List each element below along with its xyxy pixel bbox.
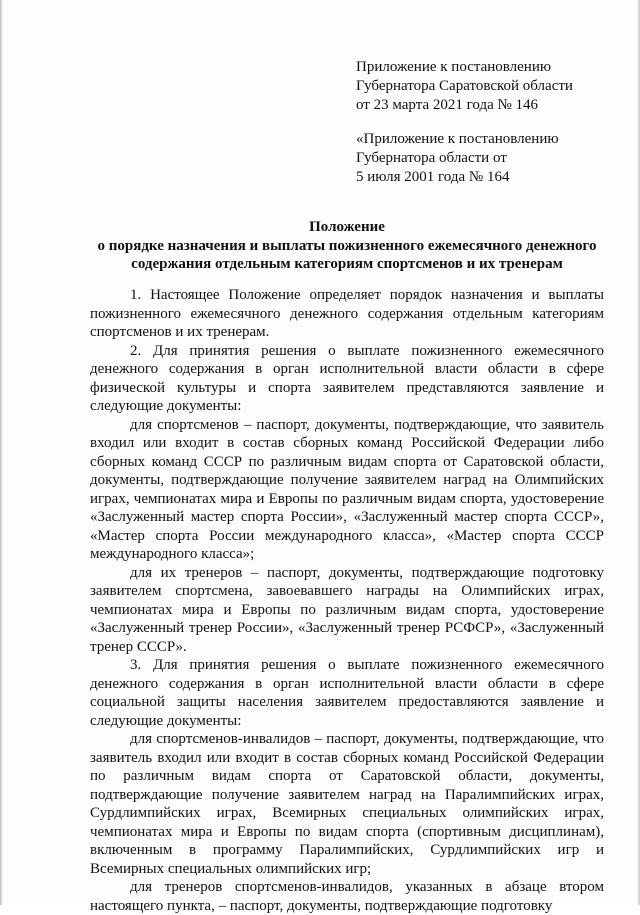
title-line: Положение: [309, 219, 385, 235]
appendix-original-line: Губернатора области от: [356, 150, 507, 166]
document-title: [90, 218, 604, 274]
appendix-header-line: Приложение к постановлению: [356, 59, 552, 75]
paragraph: для спортсменов-инвалидов – паспорт, документы, подтверждающие, что заявитель входил или входит в состав сборных команд Российской Федерации по различным видам спорта от Саратовской области, документы, подтверждающие получение заявителем наград на Паралимпийских играх, Сурдлимпийских играх, Всемирных специальных олимпийских играх, чемпионатах мира и Европы по видам спорта (спортивным дисциплинам), включенным в программу Паралимпийских, Сурдлимпийских игр и Всемирных специальных олимпийских игр;: [90, 731, 604, 877]
paragraph: 1. Настоящее Положение определяет порядок назначения и выплаты пожизненного ежемесячного денежного содержания отдельным категориям спортсменов и их тренерам.: [90, 287, 604, 340]
appendix-original: [356, 130, 559, 187]
title-line: содержания отдельным категориям спортсменов и их тренерам: [131, 256, 563, 272]
scan-edge-left: [0, 0, 3, 905]
paragraph: 2. Для принятия решения о выплате пожизненного ежемесячного денежного содержания в орган исполнительной власти области в сфере физической культуры и спорта заявителем представляются заявление и следующие документы:: [90, 342, 604, 414]
appendix-header-line: Губернатора Саратовской области: [356, 78, 573, 94]
appendix-original-line: 5 июля 2001 года № 164: [356, 169, 510, 185]
paragraph: для тренеров спортсменов-инвалидов, указанных в абзаце втором настоящего пункта, – паспорт, документы, подтверждающие подготовку: [90, 879, 604, 914]
title-line: о порядке назначения и выплаты пожизненного ежемесячного денежного: [97, 237, 597, 254]
appendix-header: [356, 58, 573, 115]
appendix-original-line: «Приложение к постановлению: [356, 131, 559, 147]
paragraph: для спортсменов – паспорт, документы, подтверждающие, что заявитель входил или входит в состав сборных команд Российской Федерации либо сборных команд СССР по различным видам спорта от Саратовской области, документы, подтверждающие получение заявителем наград на Олимпийских играх, чемпионатах мира и Европы по различным видам спорта, удостоверение «Заслуженный мастер спорта России», «Заслуженный мастер спорта СССР», «Мастер спорта России международного класса», «Мастер спорта СССР международного класса»;: [90, 416, 604, 562]
document-body: [90, 286, 604, 915]
paragraph: 3. Для принятия решения о выплате пожизненного ежемесячного денежного содержания в орган исполнительной власти области в сфере социальной защиты населения заявителем предоставляются заявление и следующие документы:: [90, 657, 604, 729]
appendix-header-line: от 23 марта 2021 года № 146: [356, 97, 539, 113]
paragraph: для их тренеров – паспорт, документы, подтверждающие подготовку заявителем спортсмена, завоевавшего награды на Олимпийских играх, чемпионатах мира и Европы по различным видам спорта, удостоверение «Заслуженный тренер России», «Заслуженный тренер РСФСР», «Заслуженный тренер СССР».: [90, 564, 604, 655]
